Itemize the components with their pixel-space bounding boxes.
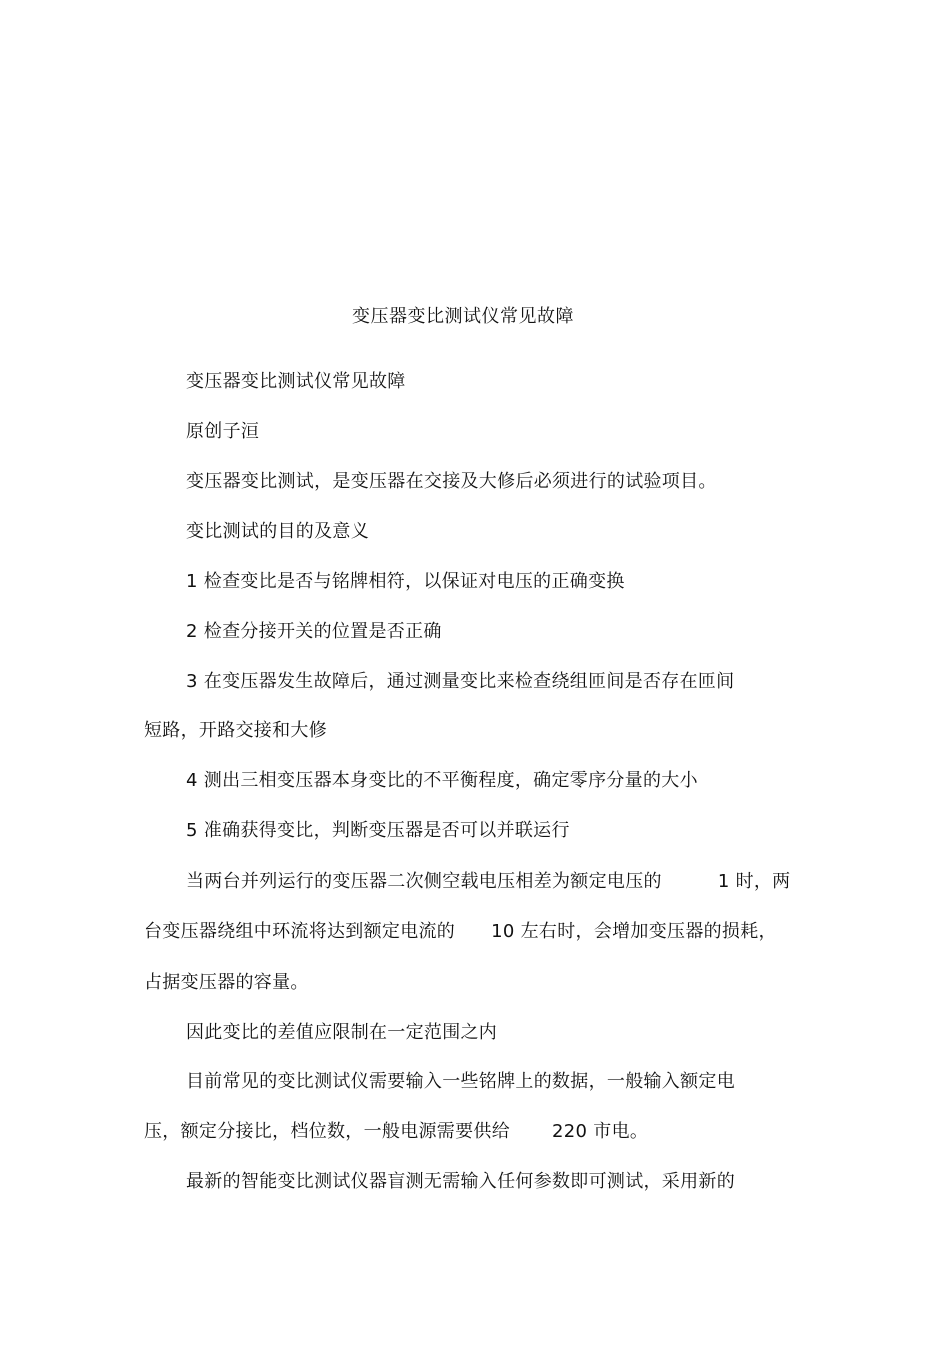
paragraph-text: 220 市电。 [552,1121,649,1142]
section-heading: 变比测试的目的及意义 [186,521,369,542]
list-item-5: 5 准确获得变比，判断变压器是否可以并联运行 [186,820,570,841]
paragraph-line [144,1120,648,1144]
paragraph-text: 当两台并列运行的变压器二次侧空载电压相差为额定电压的 [186,871,662,892]
paragraph-text: 10 左右时，会增加变压器的损耗， [491,921,777,942]
list-item-3: 3 在变压器发生故障后，通过测量变比来检查绕组匝间是否存在匝间 [186,671,735,692]
paragraph-text: 1 时，两 [717,871,791,892]
subtitle-line: 变压器变比测试仪常见故障 [186,371,406,392]
paragraph-text: 台变压器绕组中环流将达到额定电流的 [144,921,456,942]
paragraph-line [186,870,791,894]
paragraph-line: 目前常见的变比测试仪需要输入一些铭牌上的数据，一般输入额定电 [186,1071,735,1092]
paragraph-line: 最新的智能变比测试仪器盲测无需输入任何参数即可测试，采用新的 [186,1171,735,1192]
intro-line: 变压器变比测试，是变压器在交接及大修后必须进行的试验项目。 [186,471,717,492]
paragraph-line: 占据变压器的容量。 [144,972,309,993]
document-title: 变压器变比测试仪常见故障 [352,306,574,327]
paragraph-line [144,920,777,944]
list-item-1: 1 检查变比是否与铭牌相符，以保证对电压的正确变换 [186,571,625,592]
author-line: 原创子洹 [186,421,260,442]
list-item-2: 2 检查分接开关的位置是否正确 [186,621,442,642]
list-item-4: 4 测出三相变压器本身变比的不平衡程度，确定零序分量的大小 [186,770,698,791]
paragraph-line: 因此变比的差值应限制在一定范围之内 [186,1022,498,1043]
list-item-3-continued: 短路，开路交接和大修 [144,720,327,741]
paragraph-text: 压，额定分接比，档位数，一般电源需要供给 [144,1121,510,1142]
